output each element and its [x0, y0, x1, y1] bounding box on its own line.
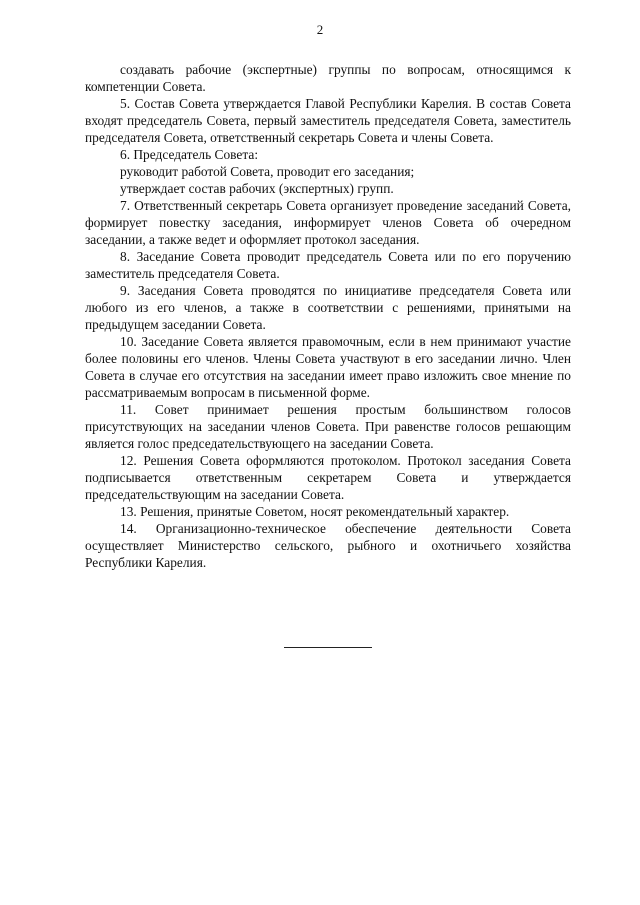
paragraph-item-8: 8. Заседание Совета проводит председатель Совета или по его поручению заместитель председателя Совета. [85, 249, 571, 281]
end-of-document-rule [284, 647, 372, 648]
paragraph-item-14: 14. Организационно-техническое обеспечение деятельности Совета осуществляет Министерство сельского, рыбного и охотничьего хозяйства Республики Карелия. [85, 521, 571, 570]
paragraph-item-6-duty-1: руководит работой Совета, проводит его заседания; [120, 164, 415, 179]
paragraph-item-7: 7. Ответственный секретарь Совета организует проведение заседаний Совета, формирует повестку заседания, информирует членов Совета об очередном заседании, а также ведет и оформляет протокол заседания. [85, 198, 571, 247]
paragraph-item-12: 12. Решения Совета оформляются протоколом. Протокол заседания Совета подписывается ответственным секретарем Совета и утверждается председательствующим на заседании Совета. [85, 453, 571, 502]
page-number: 2 [316, 22, 324, 37]
document-body [85, 61, 571, 571]
paragraph-item-6-duty-2: утверждает состав рабочих (экспертных) групп. [120, 181, 394, 196]
paragraph-item-13: 13. Решения, принятые Советом, носят рекомендательный характер. [120, 504, 510, 519]
paragraph-continuation: создавать рабочие (экспертные) группы по вопросам, относящимся к компетенции Совета. [85, 62, 571, 94]
paragraph-item-11: 11. Совет принимает решения простым большинством голосов присутствующих на заседании членов Совета. При равенстве голосов решающим является голос председательствующего на заседании Совета. [85, 402, 571, 451]
paragraph-item-5: 5. Состав Совета утверждается Главой Республики Карелия. В состав Совета входят председатель Совета, первый заместитель председателя Совета, заместитель председателя Совета, ответственный секретарь Совета и члены Совета. [85, 96, 571, 145]
paragraph-item-10: 10. Заседание Совета является правомочным, если в нем принимают участие более половины его членов. Члены Совета участвуют в его заседании лично. Член Совета в случае его отсутствия на заседании имеет право изложить свое мнение по рассматриваемым вопросам в письменной форме. [85, 334, 571, 400]
paragraph-item-6: 6. Председатель Совета: [120, 147, 259, 162]
paragraph-item-9: 9. Заседания Совета проводятся по инициативе председателя Совета или любого из его членов, а также в соответствии с решениями, принятыми на предыдущем заседании Совета. [85, 283, 571, 332]
